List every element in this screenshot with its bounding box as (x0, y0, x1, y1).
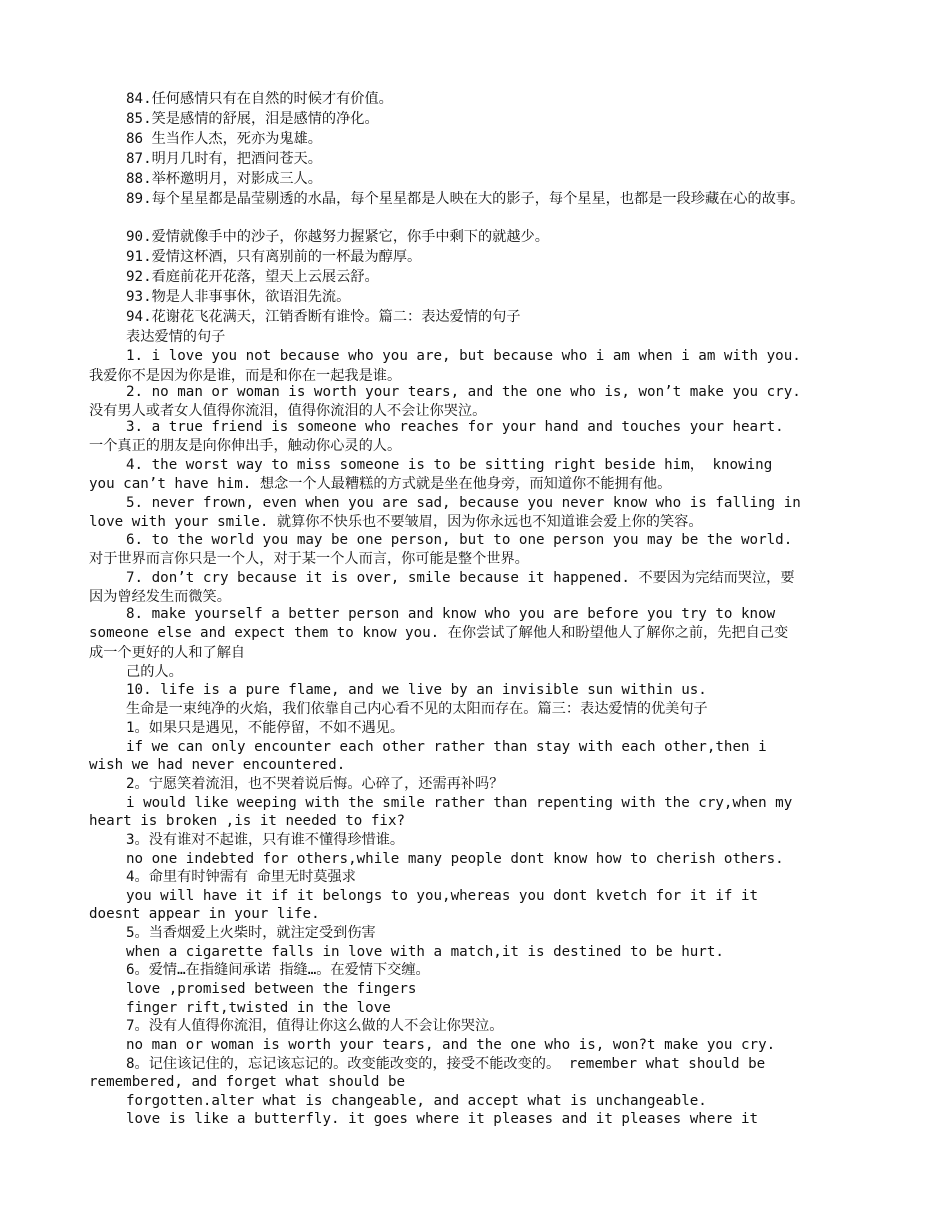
text-line: 己的人。 (126, 664, 183, 680)
text-line: 91.爱情这杯酒，只有离别前的一杯最为醇厚。 (126, 249, 422, 265)
text-line: 94.花谢花飞花满天，江销香断有谁怜。篇二：表达爱情的句子 (126, 309, 521, 325)
text-line: love with your smile. 就算你不快乐也不要皱眉，因为你永远也不知道谁会爱上你的笑容。 (89, 514, 703, 530)
text-line: 5。当香烟爱上火柴时，就注定受到伤害 (126, 925, 376, 941)
text-line: 7。没有人值得你流泪，值得让你这么做的人不会让你哭泣。 (126, 1018, 504, 1034)
text-line: 88.举杯邀明月，对影成三人。 (126, 171, 322, 187)
text-line: 87.明月几时有，把酒问苍天。 (126, 151, 322, 167)
text-line: remembered, and forget what should be (89, 1074, 406, 1090)
text-line: 3. a true friend is someone who reaches for your hand and touches your heart. (126, 419, 784, 435)
text-line: 2。宁愿笑着流泪，也不哭着说后悔。心碎了，还需再补吗？ (126, 776, 504, 792)
text-line: 2. no man or woman is worth your tears, and the one who is, won’t make you cry. (126, 384, 801, 400)
text-line: i would like weeping with the smile rather than repenting with the cry,when my (126, 795, 793, 811)
text-line: 84.任何感情只有在自然的时候才有价值。 (126, 91, 393, 107)
text-line: no one indebted for others,while many people dont know how to cherish others. (126, 851, 784, 867)
text-line: love is like a butterfly. it goes where it pleases and it pleases where it (126, 1111, 759, 1127)
text-line: 6。爱情…在指缝间承诺 指缝…。在爱情下交缠。 (126, 962, 430, 978)
text-line: 生命是一束纯净的火焰，我们依靠自己内心看不见的太阳而存在。篇三：表达爱情的优美句子 (126, 701, 708, 717)
text-line: love ,promised between the fingers (126, 981, 417, 997)
text-line: you will have it if it belongs to you,whereas you dont kvetch for it if it (126, 888, 759, 904)
text-line: 对于世界而言你只是一个人，对于某一个人而言，你可能是整个世界。 (89, 551, 529, 567)
text-line: 8。记住该记住的，忘记该忘记的。改变能改变的，接受不能改变的。 remember what should be (126, 1056, 766, 1072)
text-line: someone else and expect them to know you. 在你尝试了解他人和盼望他人了解你之前，先把自己变 (89, 625, 789, 641)
text-line: 1. i love you not because who you are, but because who i am when i am with you. (126, 348, 801, 364)
text-line: no man or woman is worth your tears, and the one who is, won?t make you cry. (126, 1037, 776, 1053)
text-line: 5. never frown, even when you are sad, because you never know who is falling in (126, 495, 801, 511)
text-line: 86 生当作人杰，死亦为鬼雄。 (126, 131, 322, 147)
text-line: 85.笑是感情的舒展，泪是感情的净化。 (126, 111, 379, 127)
text-line: 成一个更好的人和了解自 (89, 645, 246, 661)
text-line: 10. life is a pure flame, and we live by an invisible sun within us. (126, 682, 707, 698)
text-line: doesnt appear in your life. (89, 906, 320, 922)
text-line: when a cigarette falls in love with a match,it is destined to be hurt. (126, 944, 724, 960)
text-line: finger rift,twisted in the love (126, 1000, 391, 1016)
text-line: 没有男人或者女人值得你流泪，值得你流泪的人不会让你哭泣。 (89, 403, 487, 419)
text-line: 因为曾经发生而微笑。 (89, 589, 231, 605)
text-line: 1。如果只是遇见，不能停留，不如不遇见。 (126, 720, 405, 736)
text-line: you can’t have him. 想念一个人最糟糕的方式就是坐在他身旁，而知道你不能拥有他。 (89, 476, 672, 492)
text-line: 93.物是人非事事休，欲语泪先流。 (126, 289, 351, 305)
text-line: 92.看庭前花开花落，望天上云展云舒。 (126, 269, 379, 285)
text-line: 8. make yourself a better person and know who you are before you try to know (126, 606, 776, 622)
text-line: 4。命里有时钟需有 命里无时莫强求 (126, 869, 356, 885)
text-line: 89.每个星星都是晶莹剔透的水晶，每个星星都是人映在大的影子，每个星星，也都是一段珍藏在心的故事。 (126, 191, 805, 207)
text-line: 一个真正的朋友是向你伸出手，触动你心灵的人。 (89, 438, 402, 454)
text-line: 3。没有谁对不起谁，只有谁不懂得珍惜谁。 (126, 832, 405, 848)
text-line: 4. the worst way to miss someone is to be sitting right beside him， knowing (126, 457, 773, 473)
text-line: 6. to the world you may be one person, but to one person you may be the world. (126, 532, 793, 548)
text-line: wish we had never encountered. (89, 757, 346, 773)
text-line: heart is broken ,is it needed to fix? (89, 813, 406, 829)
text-line: if we can only encounter each other rather than stay with each other,then i (126, 739, 767, 755)
text-line: 90.爱情就像手中的沙子，你越努力握紧它，你手中剩下的就越少。 (126, 229, 549, 245)
section-heading: 表达爱情的句子 (126, 329, 226, 345)
text-line: 我爱你不是因为你是谁，而是和你在一起我是谁。 (89, 368, 402, 384)
text-line: 7. don’t cry because it is over, smile because it happened. 不要因为完结而哭泣，要 (126, 570, 795, 586)
text-line: forgotten.alter what is changeable, and accept what is unchangeable. (126, 1093, 707, 1109)
